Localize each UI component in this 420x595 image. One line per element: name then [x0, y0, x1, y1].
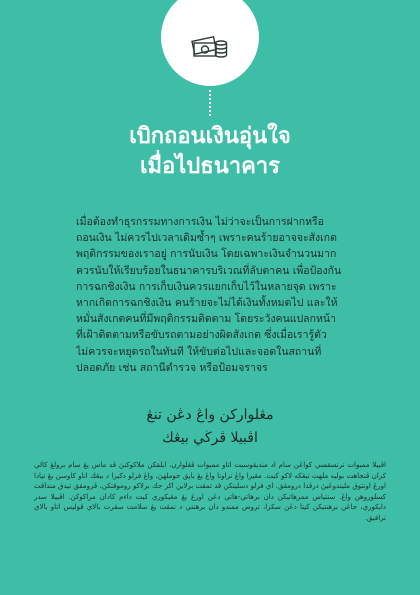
- body-line: ควรนับให้เรียบร้อยในธนาคารบริเวณที่ลับตาคน เพื่อป้องกัน: [76, 264, 342, 277]
- body-line: เมื่อต้องทำธุรกรรมทางการเงิน ไม่ว่าจะเป็นการฝากหรือ: [76, 216, 324, 228]
- page-title-line-1: เบิกถอนเงินอุ่นใจ: [129, 124, 291, 149]
- jawi-title-line-1: مڠلواركن واڠ دڠن تنڠ: [146, 407, 274, 423]
- thai-body-text: [76, 214, 348, 376]
- jawi-title-line-2: اڤبيلا ڤرڬي بيڠك: [162, 430, 258, 446]
- body-line: ไม่ควรจะหยุดรถในทันที ให้ขับต่อไปและจอดในสถานที่: [76, 345, 322, 358]
- body-line: การฉกชิงเงิน การเก็บเงินควรแยกเก็บไว้ในหลายจุด เพราะ: [76, 280, 337, 293]
- jawi-body-text: اڤبيلا ممبوات ترنسقسي كواڠن سام اد منديڤوسيت اتاو ممبوات ڤڠلوارن، ايلقكن ملاكوكنڽ ڤد ماس يڠ سام برولڠ كالي كران ڤنجاهت بوليه ملهت تيڠكه لاكو كيت. مڠيرا واڠ تراوتا واڠ يڠ باڽق جوملهڽ، واڠ فرلو دكيرا د بيڠك اتاو كاوسن يڠ تيادا اورڠ اونتوق مليندوڠيڽ درڤدا درومڤق. اي فرلو دسليتكن قد تمڤت برلاين اڬر جك برلاكو روموقتكن، ڤرومڤق تيدق منداڤت كسلوروهن واڠ. سنتياس ممرهاتيكن دان برهاتي-هاتي دڠن اورڠ يڠ مڠيكوري كيت داءم كادان مراكوكڽ. اڤبيلا سدر دايكوري، جاڠن برهنتيكن كيتا دڠن سكرا، تروس ممندو دان برهنتي د تمڤت يڠ سلامت سڤرت بالاي ڤوليس اتاو بالاي ترافيق.: [34, 461, 386, 522]
- body-line: หมั่นสังเกตคนที่มีพฤติกรรมติดตาม โดยระวังคนแปลกหน้า: [76, 313, 336, 326]
- body-line: ปลอดภัย เช่น สถานีตำรวจ หรือป้อมจราจร: [76, 361, 268, 374]
- page-title-line-2: เมื่อไปธนาคาร: [140, 154, 280, 179]
- body-line: พฤติกรรมของเราอยู่ การนับเงิน โดยเฉพาะเงินจำนวนมาก: [76, 248, 337, 261]
- body-line: หากเกิดการฉกชิงเงิน คนร้ายจะไม่ได้เงินทั้งหมดไป และให้: [76, 297, 338, 310]
- dotted-connector: [209, 90, 211, 116]
- body-line: ที่เฝ้าติดตามหรือขับรถตามอย่างผิดสังเกต ซึ่งเมื่อเรารู้ตัว: [76, 329, 327, 342]
- body-line: ถอนเงิน ไม่ควรไปเวลาเดิมซ้ำๆ เพราะคนร้ายอาจจะสังเกต: [76, 232, 337, 245]
- money-coins-icon: [191, 35, 229, 61]
- icon-badge: [161, 0, 259, 86]
